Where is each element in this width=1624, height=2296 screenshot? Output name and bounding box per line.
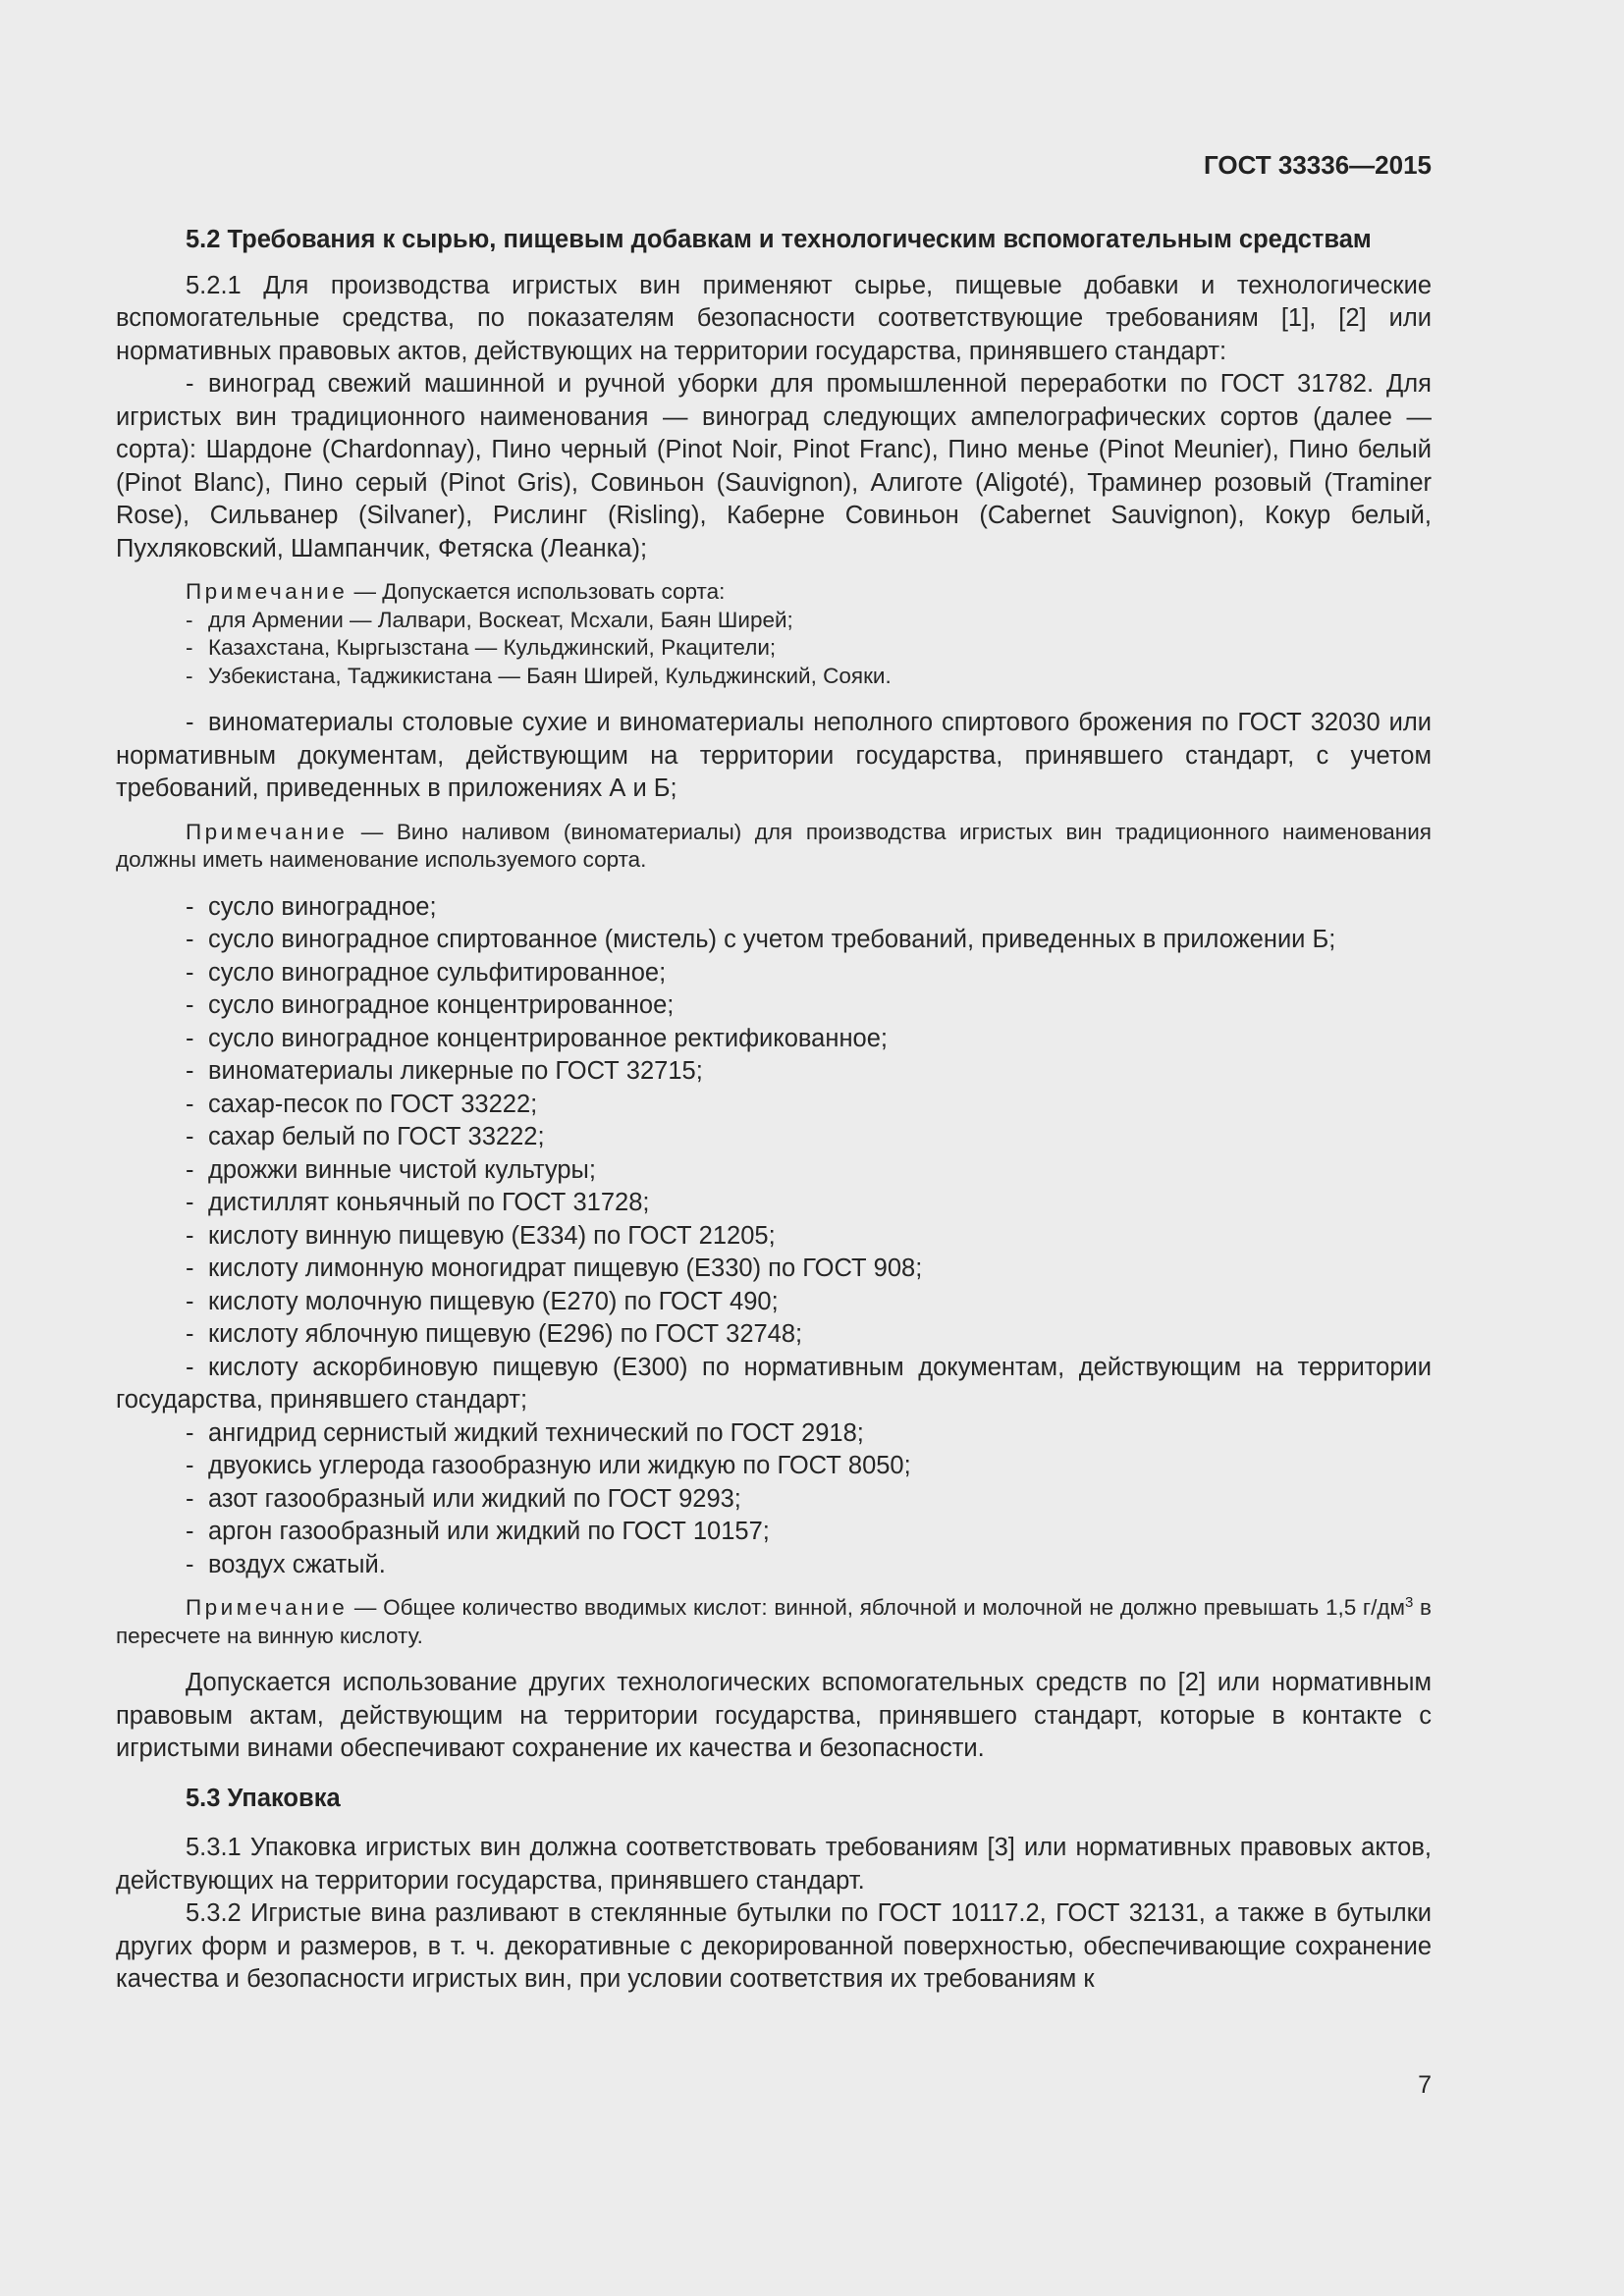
list-item: - кислоту винную пищевую (Е334) по ГОСТ 21205;	[186, 1221, 776, 1250]
note-label: Примечание	[186, 1595, 349, 1620]
paragraph-5-2-1: 5.2.1 Для производства игристых вин применяют сырье, пищевые добавки и технологические вспомогательные средства, по показателям безопасности соответствующие требованиям [1], [2] или нормативных правовых актов, действующих на территории государства, принявшего стандарт:	[116, 271, 1432, 365]
note-list-item: - для Армении — Лалвари, Воскеат, Мсхали, Баян Ширей;	[186, 607, 793, 632]
list-item: - дрожжи винные чистой культуры;	[186, 1155, 596, 1184]
paragraph-5-3-2: 5.3.2 Игристые вина разливают в стеклянные бутылки по ГОСТ 10117.2, ГОСТ 32131, а также в бутылки других форм и размеров, в т. ч. декоративные с декорированной поверхностью, обеспечивающие сохранение качества и безопасности игристых вин, при условии соответствия их требованиям к	[116, 1899, 1432, 1993]
list-item: - сусло виноградное концентрированное;	[186, 991, 675, 1019]
list-item: - виноматериалы ликерные по ГОСТ 32715;	[186, 1057, 703, 1085]
list-item-ascorbic: - кислоту аскорбиновую пищевую (Е300) по нормативным документам, действующим на территории государства, принявшего стандарт;	[116, 1353, 1432, 1414]
page-number: 7	[1418, 2071, 1432, 2099]
list-item: - аргон газообразный или жидкий по ГОСТ 10157;	[186, 1518, 770, 1545]
list-item: - дистиллят коньячный по ГОСТ 31728;	[186, 1189, 650, 1216]
list-item: - сахар белый по ГОСТ 33222;	[186, 1123, 545, 1150]
note-label: Примечание	[186, 579, 349, 604]
list-item: - двуокись углерода газообразную или жидкую по ГОСТ 8050;	[186, 1452, 911, 1479]
list-item: - кислоту молочную пищевую (Е270) по ГОСТ 490;	[186, 1287, 779, 1315]
raw-materials-list	[116, 891, 1432, 1582]
list-item: - азот газообразный или жидкий по ГОСТ 9293;	[186, 1484, 741, 1513]
list-item: - сусло виноградное;	[186, 892, 437, 921]
list-item-grapes: - виноград свежий машинной и ручной уборки для промышленной переработки по ГОСТ 31782. Для игристых вин традиционного наименования — виноград следующих ампелографических сортов (далее — сорта): Шардоне (Chardonnay), Пино черный (Pinot Noir, Pinot Franc), Пино менье (Pinot Meunier), Пино белый (Pinot Blanc), Пино серый (Pinot Gris), Совиньон (Sauvignon), Алиготе (Aligoté), Траминер розовый (Traminer Rose), Сильванер (Silvaner), Рислинг (Risling), Каберне Совиньон (Cabernet Sauvignon), Кокур белый, Пухляковский, Шампанчик, Фетяска (Леанка);	[116, 370, 1432, 562]
document-body	[116, 224, 1432, 1997]
list-item: - сусло виноградное спиртованное (мистель) с учетом требований, приведенных в приложении Б;	[186, 926, 1336, 953]
list-item-winematerials: - виноматериалы столовые сухие и виноматериалы неполного спиртового брожения по ГОСТ 32030 или нормативным документам, действующим на территории государства, принявшего стандарт, с учетом требований, приведенных в приложениях А и Б;	[116, 709, 1432, 802]
paragraph-closing: Допускается использование других технологических вспомогательных средств по [2] или нормативным правовым актам, действующим на территории государства, принявшего стандарт, которые в контакте с игристыми винами обеспечивают сохранение их качества и безопасности.	[116, 1669, 1432, 1762]
note-label: Примечание	[186, 819, 349, 844]
list-item: - воздух сжатый.	[186, 1550, 386, 1578]
list-item: - кислоту лимонную моногидрат пищевую (Е330) по ГОСТ 908;	[186, 1255, 923, 1282]
note-varieties: Примечание — Допускается использовать сорта: - для Армении — Лалвари, Воскеат, Мсхали, Баян Ширей; - Казахстана, Кыргызстана — Кульджинский, Ркацители; - Узбекистана, Таджикистана — Баян Ширей, Кульджинский, Сояки.	[116, 578, 1432, 690]
note-list-item: - Узбекистана, Таджикистана — Баян Ширей, Кульджинский, Сояки.	[186, 663, 892, 688]
list-item: - кислоту яблочную пищевую (Е296) по ГОСТ 32748;	[186, 1320, 803, 1348]
list-item: - сусло виноградное сульфитированное;	[186, 958, 667, 987]
document-header: ГОСТ 33336—2015	[1204, 150, 1432, 180]
section-5-2-title: 5.2 Требования к сырью, пищевым добавкам и технологическим вспомогательным средствам	[186, 226, 1372, 253]
list-item: - сахар-песок по ГОСТ 33222;	[186, 1090, 538, 1118]
note-acids: Примечание — Общее количество вводимых кислот: винной, яблочной и молочной не должно превышать 1,5 $г/дм^3$ в пересчете на винную кислоту.	[116, 1594, 1432, 1648]
note-list-item: - Казахстана, Кыргызстана — Кульджинский, Ркацители;	[186, 635, 777, 660]
paragraph-5-3-1: 5.3.1 Упаковка игристых вин должна соответствовать требованиям [3] или нормативных правовых актов, действующих на территории государства, принявшего стандарт.	[116, 1834, 1432, 1895]
note-bulk-wine: Примечание — Вино наливом (виноматериалы) для производства игристых вин традиционного наименования должны иметь наименование используемого сорта.	[116, 819, 1432, 872]
list-item: - ангидрид сернистый жидкий технический по ГОСТ 2918;	[186, 1418, 864, 1447]
section-5-3-title: 5.3 Упаковка	[186, 1784, 341, 1812]
list-item: - сусло виноградное концентрированное ректификованное;	[186, 1024, 888, 1052]
